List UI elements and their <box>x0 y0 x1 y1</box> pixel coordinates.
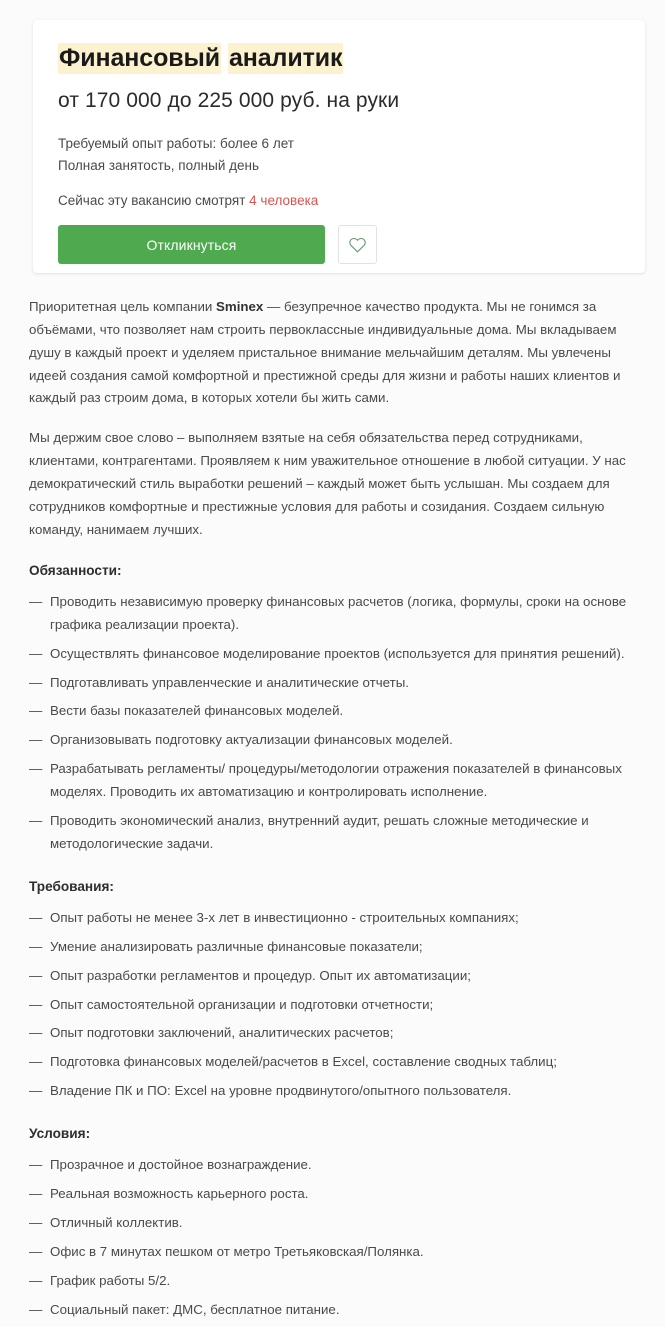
dash-marker: — <box>29 996 43 1012</box>
list-item <box>29 1270 642 1293</box>
job-title-word-2: аналитик <box>228 44 343 72</box>
page-title <box>58 44 620 74</box>
dash-marker: — <box>29 593 43 609</box>
dash-marker: — <box>29 1272 43 1288</box>
dash-marker: — <box>29 909 43 925</box>
list-item-text: Опыт самостоятельной организации и подготовки отчетности; <box>50 996 434 1012</box>
employment-type: Полная занятость, полный день <box>58 157 260 173</box>
list-item <box>29 810 642 856</box>
vacancy-description <box>29 296 642 1327</box>
list-item-text: Опыт работы не менее 3-х лет в инвестиционно - строительных компаниях; <box>50 909 519 925</box>
dash-marker: — <box>29 1025 43 1041</box>
vacancy-actions <box>58 225 620 264</box>
section-responsibilities <box>29 559 642 856</box>
section-conditions <box>29 1122 642 1322</box>
list-item-text: Опыт разработки регламентов и процедур. Опыт их автоматизации; <box>50 967 471 983</box>
description-paragraph-2: Мы держим свое слово – выполняем взятые на себя обязательства перед сотрудниками, клиентами, контрагентами. Проявляем к ним уважительное отношение в любой ситуации. У нас демократический стиль выработки решений – каждый может быть услышан. Мы создаем для сотрудников комфортные и престижные условия для работы и созидания. Создаем сильную команду, нанимаем лучших. <box>29 430 626 537</box>
list-item <box>29 1022 642 1045</box>
dash-marker: — <box>29 812 43 828</box>
list-item <box>29 672 642 695</box>
section-requirements <box>29 875 642 1103</box>
conditions-list <box>29 1154 642 1321</box>
vacancy-header-card <box>33 20 645 273</box>
list-item <box>29 729 642 752</box>
paragraph-1-lead: Приоритетная цель компании <box>29 299 217 314</box>
section-heading-responsibilities: Обязанности: <box>29 562 122 578</box>
list-item <box>29 700 642 723</box>
list-item-text: Умение анализировать различные финансовые показатели; <box>50 938 423 954</box>
experience-requirement: Требуемый опыт работы: более 6 лет <box>58 135 294 151</box>
heart-icon <box>348 236 367 253</box>
current-viewers-count: 4 человека <box>249 193 319 209</box>
apply-button[interactable]: Откликнуться <box>58 225 325 264</box>
current-viewers <box>58 193 620 208</box>
dash-marker: — <box>29 761 43 777</box>
list-item-text: Проводить экономический анализ, внутренний аудит, решать сложные методические и методологические задачи. <box>50 812 589 851</box>
dash-marker: — <box>29 967 43 983</box>
list-item <box>29 1183 642 1206</box>
dash-marker: — <box>29 938 43 954</box>
dash-marker: — <box>29 1054 43 1070</box>
responsibilities-list <box>29 591 642 856</box>
list-item <box>29 643 642 666</box>
paragraph-1-rest: — безупречное качество продукта. Мы не гонимся за объёмами, что позволяет нам строить первоклассные индивидуальные дома. Мы вкладываем душу в каждый проект и уделяем пристальное внимание мельчайшим деталям. Мы увлечены идеей создания самой комфортной и престижной среды для жизни и работы наших клиентов и каждый раз строим дома, в которых хотели бы жить сами. <box>29 299 621 406</box>
list-item <box>29 591 642 637</box>
list-item-text: График работы 5/2. <box>50 1272 171 1288</box>
list-item-text: Прозрачное и достойное вознаграждение. <box>50 1157 312 1173</box>
list-item <box>29 1080 642 1103</box>
dash-marker: — <box>29 732 43 748</box>
section-heading-requirements: Требования: <box>29 878 114 894</box>
job-title-word-1: Финансовый <box>59 44 221 72</box>
list-item <box>29 936 642 959</box>
list-item <box>29 758 642 804</box>
list-item <box>29 1299 642 1322</box>
dash-marker: — <box>29 1301 43 1317</box>
list-item <box>29 1212 642 1235</box>
list-item-text: Социальный пакет: ДМС, бесплатное питание. <box>50 1301 340 1317</box>
current-viewers-label: Сейчас эту вакансию смотрят <box>58 193 250 209</box>
list-item-text: Офис в 7 минутах пешком от метро Третьяковская/Полянка. <box>50 1243 424 1259</box>
section-heading-conditions: Условия: <box>29 1125 91 1141</box>
list-item <box>29 965 642 988</box>
list-item-text: Отличный коллектив. <box>50 1215 183 1231</box>
company-name: Sminex <box>216 299 264 314</box>
list-item-text: Подготавливать управленческие и аналитические отчеты. <box>50 674 409 690</box>
dash-marker: — <box>29 1215 43 1231</box>
list-item-text: Разрабатывать регламенты/ процедуры/методологии отражения показателей в финансовых моделях. Проводить их автоматизацию и контролировать исполнение. <box>50 761 622 799</box>
dash-marker: — <box>29 645 43 661</box>
list-item-text: Вести базы показателей финансовых моделей. <box>50 703 344 719</box>
list-item <box>29 907 642 930</box>
list-item-text: Опыт подготовки заключений, аналитических расчетов; <box>50 1025 394 1041</box>
description-paragraph-1 <box>29 296 642 410</box>
list-item-text: Реальная возможность карьерного роста. <box>50 1186 309 1202</box>
dash-marker: — <box>29 1157 43 1173</box>
dash-marker: — <box>29 1243 43 1259</box>
dash-marker: — <box>29 703 43 719</box>
dash-marker: — <box>29 1083 43 1099</box>
list-item-text: Проводить независимую проверку финансовых расчетов (логика, формулы, сроки на основе графика реализации проекта). <box>50 593 627 632</box>
vacancy-meta <box>58 133 620 177</box>
list-item <box>29 1241 642 1264</box>
favorite-button[interactable] <box>338 225 377 264</box>
list-item-text: Подготовка финансовых моделей/расчетов в Excel, составление сводных таблиц; <box>50 1054 557 1070</box>
list-item <box>29 994 642 1017</box>
list-item <box>29 1051 642 1074</box>
list-item-text: Осуществлять финансовое моделирование проектов (используется для принятия решений). <box>50 645 625 661</box>
dash-marker: — <box>29 1186 43 1202</box>
list-item-text: Владение ПК и ПО: Excel на уровне продвинутого/опытного пользователя. <box>50 1083 512 1099</box>
list-item <box>29 1154 642 1177</box>
salary-range: от 170 000 до 225 000 руб. на руки <box>58 88 400 112</box>
list-item-text: Организовывать подготовку актуализации финансовых моделей. <box>50 732 453 748</box>
requirements-list <box>29 907 642 1103</box>
dash-marker: — <box>29 674 43 690</box>
